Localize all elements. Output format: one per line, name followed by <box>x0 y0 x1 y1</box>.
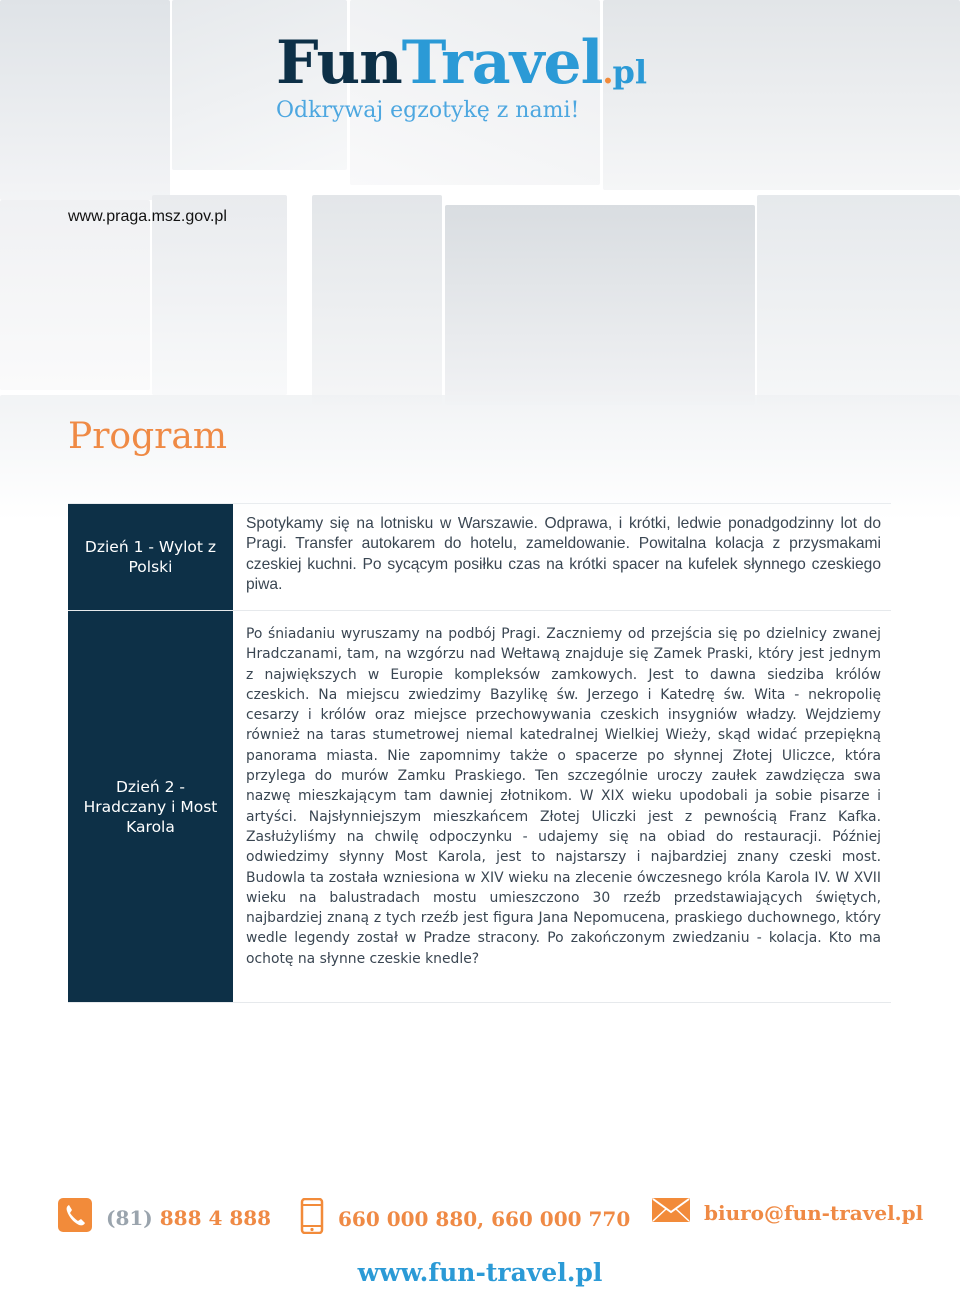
phone-number: 888 4 888 <box>159 1205 272 1230</box>
program-title: Program <box>68 416 227 457</box>
logo-fun-text: Fun <box>276 28 402 98</box>
phone-icon <box>58 1198 92 1237</box>
brand-tagline: Odkrywaj egzotykę z nami! <box>276 98 580 123</box>
email-address: biuro@fun-travel.pl <box>704 1200 924 1225</box>
mobile-icon <box>300 1198 324 1239</box>
day-description: Spotykamy się na lotnisku w Warszawie. Odprawa, i krótki, ledwie ponadgodzinny lot do Pragi. Transfer autokarem do hotelu, zameldowanie. Powitalna kolacja z przysmakami czeskiej kuchni. Po sycącym posiłku czas na krótki spacer na kufelek słynnego czeskiego piwa. <box>246 515 881 594</box>
day-label: Dzień 2 - Hradczany i Most Karola <box>68 611 233 1002</box>
day-label: Dzień 1 - Wylot z Polski <box>68 504 233 610</box>
program-day-row <box>68 504 891 611</box>
brand-logo <box>276 28 647 107</box>
website-link[interactable]: www.fun-travel.pl <box>357 1258 603 1287</box>
footer-mobile[interactable] <box>300 1198 630 1239</box>
envelope-icon <box>652 1198 690 1227</box>
program-table <box>68 503 891 1003</box>
footer-phone[interactable] <box>58 1198 271 1237</box>
logo-dot: . <box>602 53 613 91</box>
mobile-numbers: 660 000 880, 660 000 770 <box>338 1206 631 1231</box>
source-url: www.praga.msz.gov.pl <box>68 208 227 225</box>
footer-contacts <box>0 1190 960 1250</box>
logo-travel-text: Travel <box>401 28 603 98</box>
footer-email[interactable] <box>652 1198 923 1227</box>
phone-prefix: (81) <box>106 1205 153 1230</box>
day-description: Po śniadaniu wyruszamy na podbój Pragi. Zaczniemy od przejścia się po dzielnicy zwanej Hradczanami, tam, na wzgórzu nad Wełtawą znajduje się Zamek Praski, który jest jednym z największych w Europie kompleksów zamkowych. Jest to dawna siedziba królów czeskich. Na miejscu zwiedzimy Bazylikę św. Jerzego i Katedrę św. Wita - nekropolię cesarzy i królów oraz miejsce przechowywania czeskich insygniów władzy. Wejdziemy również na taras stumetrowej niemal katedralnej Wielkiej Wieży, skąd widać przepiękną panorama miasta. Nie zapomnimy także o spacerze po słynnej Złotej Uliczce, która przylega do murów Zamku Praskiego. Ten szczególnie uroczy zaułek zawdzięcza swa nazwę mieszkającym tam dawniej złotnikom. W XIX wieku upodobali ja sobie pisarze i artyści. Najsłynniejszym mieszkańcem Złotej Uliczki jest z pewnością Franz Kafka. Zasłużyliśmy na chwilę odpoczynku - udajemy się na obiad do restauracji. Później odwiedzimy słynny Most Karola, jest to najstarszy i najbardziej znany czeski most. Budowla ta została wzniesiona w XIV wieku na zlecenie ówczesnego króla Karola IV. W XVII wieku na balustradach mostu umieszczono 30 rzeźb przedstawiających świętych, najbardziej znaną z tych rzeźb jest figura Jana Nepomucena, praskiego duchownego, który wedle legendy został w Pradze stracony. Po zakończonym zwiedzaniu - kolacja. Kto ma ochotę na słynne czeskie knedle? <box>246 626 881 967</box>
logo-pl-text: pl <box>612 53 648 91</box>
program-day-row <box>68 611 891 1003</box>
